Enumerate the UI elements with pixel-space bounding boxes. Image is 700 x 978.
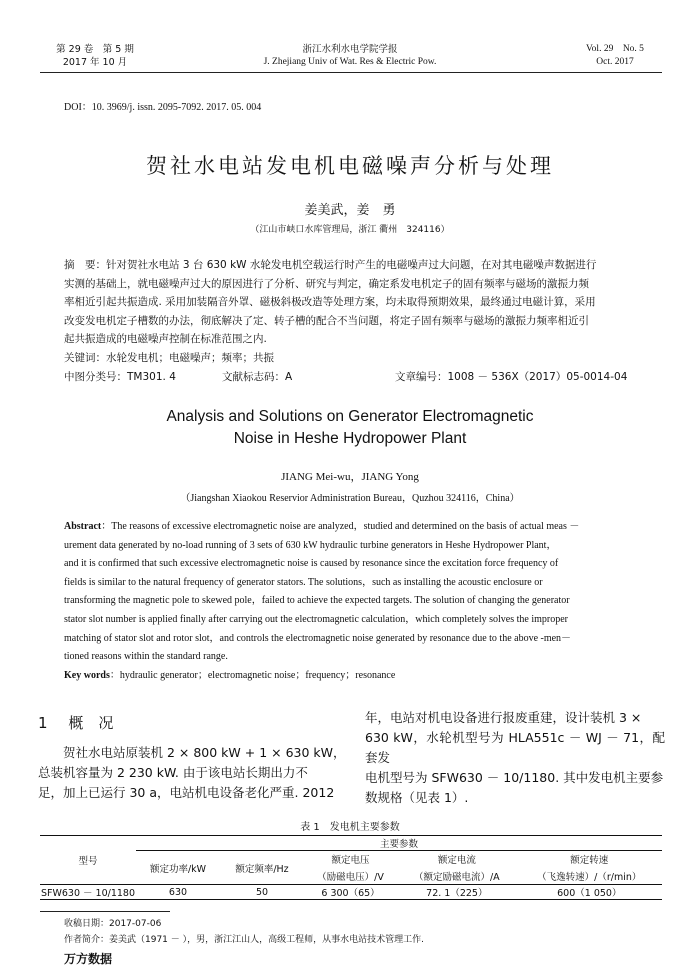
abstract-cn-line: 改变发电机定子槽数的办法，彻底解决了定、转子槽的配合不当问题，将定子固有频率与磁场的激振力频率相近引 <box>64 314 589 327</box>
keywords-en: Key words：hydraulic generator；electromagnetic noise；frequency；resonance <box>64 669 396 681</box>
body-line: 630 kW，水轮机型号为 HLA551c － WJ － 71，配套发 <box>365 730 665 765</box>
body-line: 足，加上已运行 30 a，电站机电设备老化严重. 2012 <box>38 785 335 800</box>
watermark: 万方数据 <box>64 952 113 966</box>
section-number: 1 <box>38 714 48 732</box>
table-header-group: 主要参数 <box>136 836 662 851</box>
table-header-frequency: 额定频率/Hz <box>220 851 304 885</box>
document-code: 文献标志码：A <box>222 371 293 383</box>
clc-number: 中图分类号：TM301. 4 <box>64 371 176 383</box>
abstract-en-line: and it is confirmed that such excessive electromagnetic noise is caused by resonance since the excitation force frequency of <box>64 558 559 570</box>
table-header-speed-sub: （飞逸转速）/（r/min） <box>517 868 662 885</box>
table-cell-speed: 600（1 050） <box>557 888 622 899</box>
header-date: 2017 年 10 月 <box>62 57 128 68</box>
table-cell-frequency: 50 <box>255 886 269 898</box>
doi[interactable]: DOI：10. 3969/j. issn. 2095-7092. 2017. 05. 004 <box>64 102 262 113</box>
table-cell-model: SFW630 － 10/1180 <box>40 888 136 899</box>
table-row <box>40 885 662 900</box>
affiliation-cn: （江山市峡口水库管理局，浙江 衢州 324116） <box>250 225 450 235</box>
authors-en: JIANG Mei-wu，JIANG Yong <box>281 471 419 483</box>
body-line: 贺社水电站原装机 2 × 800 kW + 1 × 630 kW， <box>38 745 346 760</box>
header-oct-en: Oct. 2017 <box>596 57 634 67</box>
table-cell-voltage: 6 300（65） <box>321 888 380 899</box>
table-header-power: 额定功率/kW <box>136 851 220 885</box>
header-rule <box>40 72 662 73</box>
footnote-rule <box>40 911 170 912</box>
header-volume: 第 29 卷 第 5 期 <box>56 44 134 55</box>
title-cn: 贺社水电站发电机电磁噪声分析与处理 <box>146 154 554 178</box>
table-header-current: 额定电流 <box>437 855 476 867</box>
title-en-line: Noise in Heshe Hydropower Plant <box>233 430 467 447</box>
section-heading <box>38 712 113 733</box>
article-number: 文章编号：1008 － 536X（2017）05-0014-04 <box>395 371 628 383</box>
body-left-column <box>38 743 346 803</box>
footnote-author: 作者简介：姜美武（1971 － ），男，浙江江山人，高级工程师，从事水电站技术管理工作. <box>64 935 424 945</box>
table-caption: 表 1 发电机主要参数 <box>300 822 400 833</box>
abstract-en-line: matching of stator slot and rotor slot，and controls the electromagnetic noise generated by resonance due to the above -men－ <box>64 632 572 644</box>
abstract-en-line: transforming the magnetic pole to skewed pole，failed to achieve the expected targets. The solution of changing the generator <box>64 595 570 607</box>
table-header-voltage: 额定电压 <box>331 855 370 867</box>
abstract-cn-line: 率相近引起共振造成. 采用加装隔音外罩、磁极斜极改造等处理方案，均未取得预期效果，最终通过电磁计算，采用 <box>64 296 596 308</box>
body-line: 年，电站对机电设备进行报废重建，设计装机 3 × <box>365 710 642 725</box>
title-en <box>0 406 700 450</box>
title-en-line: Analysis and Solutions on Generator Electromagnetic <box>166 408 534 425</box>
footnote-received: 收稿日期：2017-07-06 <box>64 919 162 929</box>
abstract-en-line: urement data generated by no-load running of 3 sets of 630 kW hydraulic turbine generators in Heshe Hydropower Plant， <box>64 539 557 551</box>
abstract-cn-line: 实测的基础上，就电磁噪声过大的原因进行了分析、研究与判定，确定系发电机定子的固有频率与磁场的激振力频 <box>64 277 589 290</box>
affiliation-en: （Jiangshan Xiaokou Reservior Administration Bureau，Quzhou 324116，China） <box>180 493 520 504</box>
abstract-en-line: fields is similar to the natural frequency of generator stators. The solutions，such as installing the acoustic enclosure or <box>64 576 543 588</box>
table-header-current-sub: （额定励磁电流）/A <box>397 868 517 885</box>
abstract-en <box>64 518 640 685</box>
header-journal <box>200 43 500 69</box>
body-line: 电机型号为 SFW630 － 10/1180. 其中发电机主要参 <box>365 770 664 785</box>
abstract-cn-line: 起共振造成的电磁噪声控制在标准范围之内. <box>64 333 267 345</box>
abstract-en-label: Abstract <box>64 521 102 532</box>
parameters-table <box>40 835 662 900</box>
table-header-model: 型号 <box>40 836 136 885</box>
header-volume-issue <box>40 43 150 69</box>
table-header-speed: 额定转速 <box>570 855 609 867</box>
header-vol-no <box>560 43 670 69</box>
body-line: 总装机容量为 2 230 kW. 由于该电站长期出力不 <box>38 765 308 780</box>
keywords-cn: 关键词：水轮发电机；电磁噪声；频率；共振 <box>64 351 274 364</box>
body-line: 数规格（见表 1）. <box>365 790 469 805</box>
header-vol-en: Vol. 29 No. 5 <box>586 44 644 54</box>
abstract-en-line: stator slot number is applied finally after carrying out the electromagnetic calculation，which completely solves the improper <box>64 613 569 625</box>
keywords-en-label: Key words <box>64 669 110 681</box>
body-right-column <box>365 708 665 808</box>
abstract-cn-label: 摘 要： <box>64 259 106 271</box>
header-journal-cn: 浙江水利水电学院学报 <box>302 44 398 55</box>
table-header-row <box>40 836 662 851</box>
section-title: 概 况 <box>68 714 114 732</box>
table-header-voltage-sub: （励磁电压）/V <box>304 868 397 885</box>
abstract-en-line: Abstract：The reasons of excessive electromagnetic noise are analyzed，studied and determined on the basis of actual meas － <box>64 521 580 532</box>
header-journal-en: J. Zhejiang Univ of Wat. Res & Electric Pow. <box>263 57 437 67</box>
abstract-en-line: tioned reasons within the standard range. <box>64 651 228 663</box>
table-cell-power: 630 <box>168 886 188 898</box>
authors-cn: 姜美武，姜 勇 <box>304 203 396 218</box>
table-cell-current: 72. 1（225） <box>426 888 488 899</box>
abstract-cn-line: 摘 要：针对贺社水电站 3 台 630 kW 水轮发电机空载运行时产生的电磁噪声过大问题，在对其电磁噪声数据进行 <box>64 259 597 271</box>
abstract-cn <box>64 256 638 367</box>
